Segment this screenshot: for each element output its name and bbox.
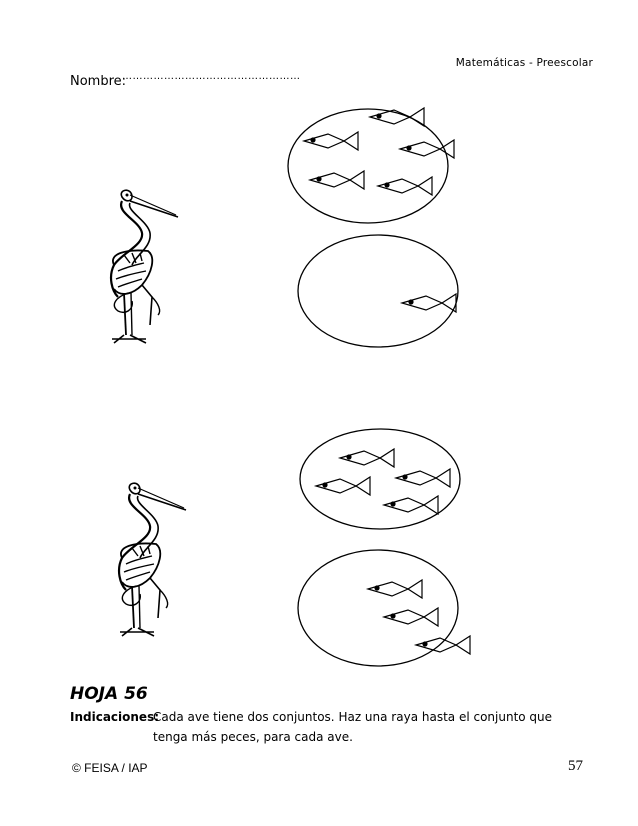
heron-icon bbox=[119, 483, 186, 636]
name-label: Nombre: bbox=[70, 74, 127, 89]
subject-header: Matemáticas - Preescolar bbox=[455, 57, 593, 69]
fish-icon bbox=[304, 108, 454, 195]
heron-icon bbox=[111, 190, 178, 343]
sheet-title: HOJA 56 bbox=[70, 684, 148, 704]
copyright-notice: © FEISA / IAP bbox=[72, 761, 148, 775]
set-b-oval[interactable] bbox=[298, 550, 458, 666]
name-blank-line: …………………………………………… bbox=[122, 71, 301, 82]
instructions-text-line2: tenga más peces, para cada ave. bbox=[153, 730, 353, 744]
fish-icon bbox=[402, 294, 456, 312]
set-a-oval[interactable] bbox=[300, 429, 460, 529]
fish-icon bbox=[316, 449, 450, 514]
instructions-text-line1: Cada ave tiene dos conjuntos. Haz una raya hasta el conjunto que bbox=[153, 710, 553, 724]
set-b-oval[interactable] bbox=[298, 235, 458, 347]
page-number: 57 bbox=[568, 758, 583, 774]
instructions-label: Indicaciones: bbox=[70, 710, 160, 724]
